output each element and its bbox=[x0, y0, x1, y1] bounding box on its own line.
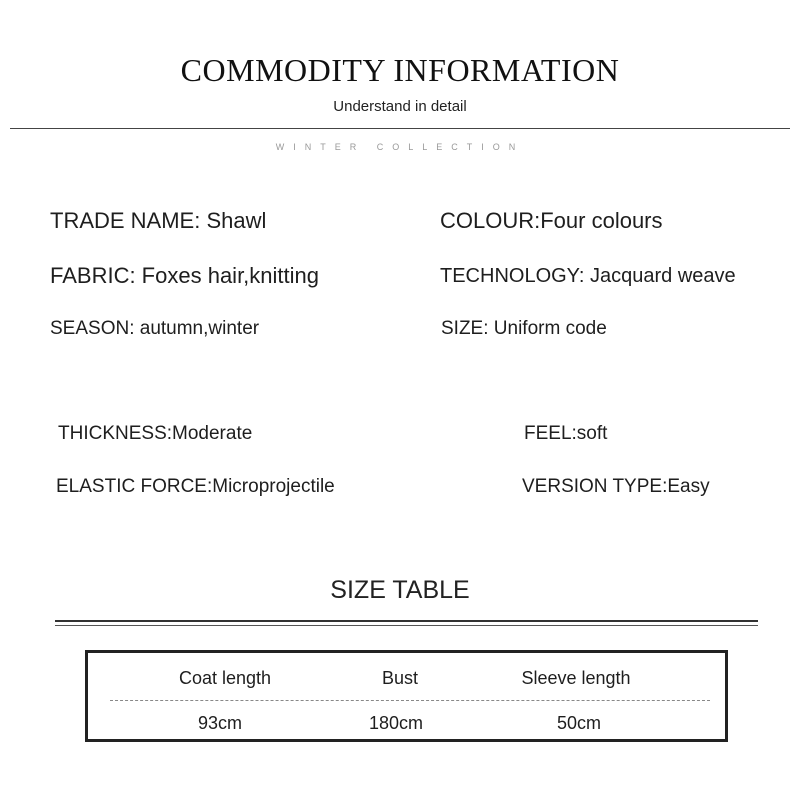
spec-elastic-force: ELASTIC FORCE:Microprojectile bbox=[56, 476, 335, 497]
size-table bbox=[85, 650, 728, 742]
spec-season: SEASON: autumn,winter bbox=[50, 318, 260, 339]
size-table-title: SIZE TABLE bbox=[330, 576, 470, 604]
size-table-divider bbox=[55, 620, 758, 622]
size-table-row-divider bbox=[110, 700, 710, 701]
size-table-header-sleeve-length: Sleeve length bbox=[521, 668, 631, 688]
size-table-value-sleeve-length: 50cm bbox=[556, 713, 601, 733]
collection-tagline: WINTER COLLECTION bbox=[275, 142, 525, 152]
spec-fabric: FABRIC: Foxes hair,knitting bbox=[50, 263, 319, 288]
page-subtitle: Understand in detail bbox=[333, 98, 467, 115]
size-table-value-bust: 180cm bbox=[368, 713, 424, 733]
spec-colour: COLOUR:Four colours bbox=[440, 208, 663, 233]
header-divider bbox=[10, 128, 790, 129]
spec-thickness: THICKNESS:Moderate bbox=[58, 423, 253, 444]
size-table-header-bust: Bust bbox=[381, 668, 419, 688]
spec-trade-name: TRADE NAME: Shawl bbox=[50, 208, 267, 233]
spec-size: SIZE: Uniform code bbox=[441, 318, 607, 339]
spec-feel: FEEL:soft bbox=[524, 423, 608, 444]
size-table-divider-thin bbox=[55, 625, 758, 626]
size-table-value-coat-length: 93cm bbox=[197, 713, 242, 733]
size-table-header-coat-length: Coat length bbox=[178, 668, 272, 688]
spec-technology: TECHNOLOGY: Jacquard weave bbox=[440, 265, 736, 287]
spec-version-type: VERSION TYPE:Easy bbox=[522, 476, 710, 497]
page-title: COMMODITY INFORMATION bbox=[180, 52, 620, 88]
